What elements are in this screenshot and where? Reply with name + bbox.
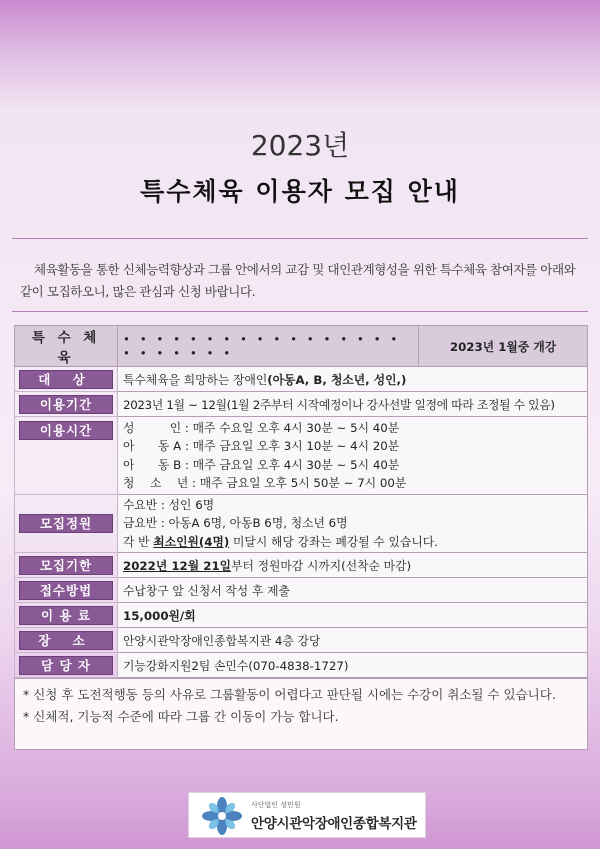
info-table	[14, 325, 588, 678]
capacity-line: 금요반 : 아동A 6명, 아동B 6명, 청소년 6명	[123, 516, 348, 531]
deadline-date: 2022년 12월 21일	[123, 558, 232, 573]
table-header-row	[15, 326, 588, 367]
year-heading: 2023년	[250, 129, 350, 162]
value-fee: 15,000원/회	[118, 603, 588, 628]
value-place: 안양시관악장애인종합복지관 4층 강당	[118, 628, 588, 653]
label-capacity: 모집정원	[19, 514, 113, 533]
hours-line: 청 소 년 : 매주 금요일 오후 5시 50분 ~ 7시 00분	[123, 476, 407, 490]
logo-flower-icon	[197, 796, 247, 836]
note-item: * 신청 후 도전적행동 등의 사유로 그룹활동이 어렵다고 판단될 시에는 수강이 취소될 수 있습니다.	[23, 687, 556, 702]
value-hours	[118, 417, 588, 495]
row-place	[15, 628, 588, 653]
label-target: 대 상	[19, 370, 113, 389]
logo-org-name: 안양시관악장애인종합복지관	[251, 816, 417, 832]
hours-line: 아 동 B : 매주 금요일 오후 4시 30분 ~ 5시 40분	[123, 457, 400, 472]
value-target: 특수체육을 희망하는 장애인(아동A, B, 청소년, 성인,)	[118, 367, 588, 392]
label-contact: 담 당 자	[19, 656, 113, 675]
page-title: 특수체육 이용자 모집 안내	[140, 177, 460, 206]
label-period: 이용기간	[19, 395, 113, 414]
divider-bottom	[12, 311, 588, 312]
value-method: 수납창구 앞 신청서 작성 후 제출	[118, 578, 588, 603]
row-method	[15, 578, 588, 603]
row-fee	[15, 603, 588, 628]
hours-line: 성 인 : 매주 수요일 오후 4시 30분 ~ 5시 40분	[123, 420, 400, 435]
note-item: * 신체적, 기능적 수준에 따라 그룹 간 이동이 가능 합니다.	[23, 709, 339, 724]
row-target	[15, 367, 588, 392]
logo-org-small: 사단법인 성민원	[251, 801, 301, 809]
logo-box	[188, 792, 426, 838]
row-capacity	[15, 495, 588, 553]
header-open-date: 2023년 1월중 개강	[419, 326, 588, 367]
value-deadline: 2022년 12월 21일부터 정원마감 시까지(선착순 마감)	[118, 553, 588, 578]
row-deadline	[15, 553, 588, 578]
notes-box	[14, 678, 588, 750]
label-method: 접수방법	[19, 581, 113, 600]
label-deadline: 모집기한	[19, 556, 113, 575]
row-contact	[15, 653, 588, 678]
target-groups: (아동A, B, 청소년, 성인,)	[267, 372, 407, 387]
label-place: 장 소	[19, 631, 113, 650]
header-label: 특 수 체 육	[15, 326, 118, 367]
row-period	[15, 392, 588, 417]
divider-top	[12, 238, 588, 239]
header-dots: • • • • • • • • • • • • • • • • • • • • • • • •	[118, 326, 419, 367]
value-contact: 기능강화지원2팀 손민수(070-4838-1727)	[118, 653, 588, 678]
label-fee: 이 용 료	[19, 606, 113, 625]
min-capacity: 최소인원(4명)	[153, 534, 230, 549]
row-hours	[15, 417, 588, 495]
value-capacity	[118, 495, 588, 553]
capacity-line: 각 반 최소인원(4명) 미달시 해당 강좌는 폐강될 수 있습니다.	[123, 534, 438, 549]
capacity-line: 수요반 : 성인 6명	[123, 497, 215, 512]
intro-paragraph: 체육활동을 통한 신체능력향상과 그룹 안에서의 교감 및 대인관계형성을 위한 특수체육 참여자를 아래와 같이 모집하오니, 많은 관심과 신청 바랍니다.	[20, 262, 576, 299]
label-hours: 이용시간	[19, 421, 113, 440]
value-period: 2023년 1월 ~ 12월(1월 2주부터 시작예정이나 강사선발 일정에 따라 조정될 수 있음)	[118, 392, 588, 417]
hours-line: 아 동 A : 매주 금요일 오후 3시 10분 ~ 4시 20분	[123, 439, 400, 453]
